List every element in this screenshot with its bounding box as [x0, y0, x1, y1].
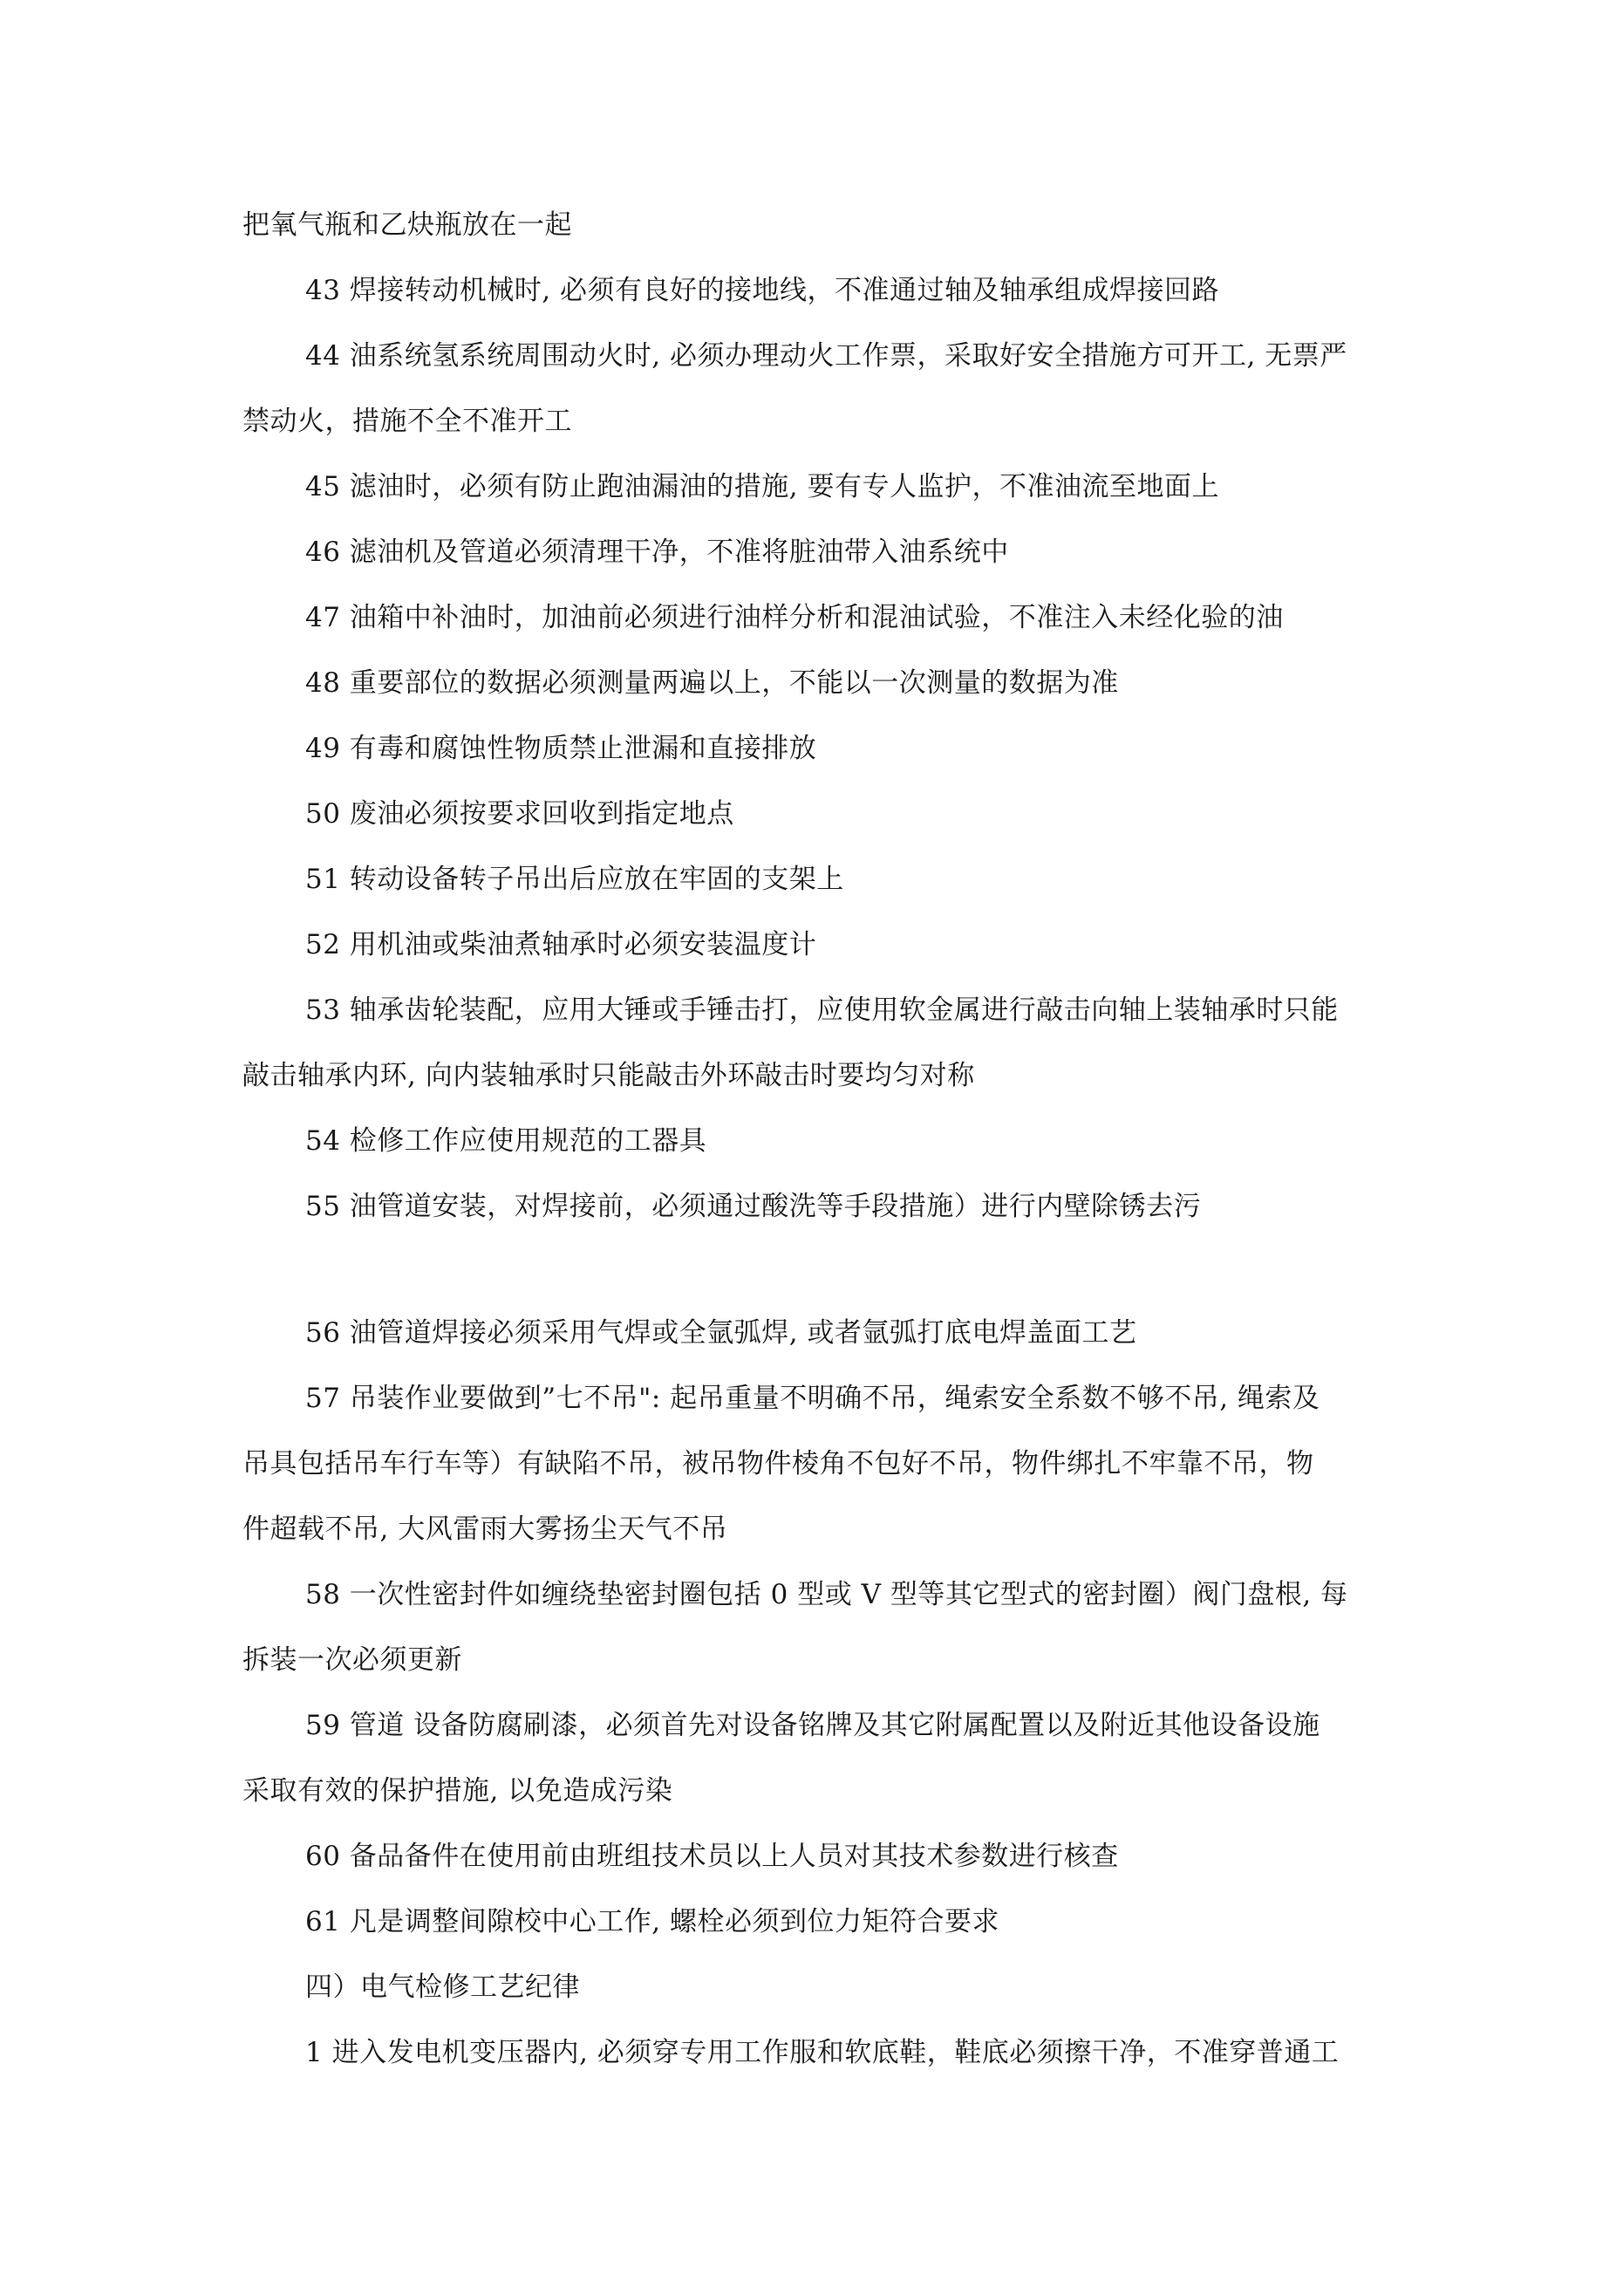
text-line: 55 油管道安装，对焊接前，必须通过酸洗等手段措施）进行内壁除锈去污 [305, 1191, 1202, 1222]
text-line: 48 重要部位的数据必须测量两遍以上，不能以一次测量的数据为准 [305, 667, 1119, 699]
text-line: 采取有效的保护措施, 以免造成污染 [242, 1775, 673, 1807]
text-line: 件超载不吊, 大风雷雨大雾扬尘天气不吊 [242, 1514, 728, 1545]
text-line: 54 检修工作应使用规范的工器具 [305, 1125, 707, 1157]
text-line: 58 一次性密封件如缠绕垫密封圈包括 0 型或 V 型等其它型式的密封圈）阀门盘根, 每 [305, 1579, 1348, 1610]
text-line: 拆装一次必须更新 [242, 1644, 462, 1676]
text-line: 47 油箱中补油时，加油前必须进行油样分析和混油试验，不准注入未经化验的油 [305, 602, 1284, 633]
text-line: 49 有毒和腐蚀性物质禁止泄漏和直接排放 [305, 733, 817, 764]
text-line: 44 油系统氢系统周围动火时, 必须办理动火工作票，采取好安全措施方可开工, 无票严 [305, 340, 1347, 372]
text-line: 52 用机油或柴油煮轴承时必须安装温度计 [305, 929, 817, 960]
text-line: 57 吊装作业要做到”七不吊": 起吊重量不明确不吊，绳索安全系数不够不吊, 绳索及 [305, 1383, 1320, 1414]
text-line: 53 轴承齿轮装配，应用大锤或手锤击打，应使用软金属进行敲击向轴上装轴承时只能 [305, 994, 1339, 1026]
text-line: 敲击轴承内环, 向内装轴承时只能敲击外环敲击时要均匀对称 [242, 1060, 975, 1091]
text-line: 61 凡是调整间隙校中心工作, 螺栓必须到位力矩符合要求 [305, 1906, 1000, 1937]
text-line: 46 滤油机及管道必须清理干净，不准将脏油带入油系统中 [305, 536, 1009, 568]
text-line: 45 滤油时，必须有防止跑油漏油的措施, 要有专人监护，不准油流至地面上 [305, 471, 1220, 502]
section-heading: 四）电气检修工艺纪律 [305, 1971, 580, 2003]
text-line: 59 管道 设备防腐刷漆，必须首先对设备铭牌及其它附属配置以及附近其他设备设施 [305, 1710, 1320, 1741]
text-line: 43 焊接转动机械时, 必须有良好的接地线，不准通过轴及轴承组成焊接回路 [305, 275, 1220, 306]
text-line: 60 备品备件在使用前由班组技术员以上人员对其技术参数进行核查 [305, 1841, 1119, 1872]
text-line: 50 废油必须按要求回收到指定地点 [305, 798, 734, 830]
text-line: 吊具包括吊车行车等）有缺陷不吊，被吊物件棱角不包好不吊，物件绑扎不牢靠不吊，物 [242, 1448, 1314, 1479]
text-line: 56 油管道焊接必须采用气焊或全氩弧焊, 或者氩弧打底电焊盖面工艺 [305, 1317, 1137, 1349]
text-line: 把氧气瓶和乙炔瓶放在一起 [242, 209, 572, 241]
text-line: 51 转动设备转子吊出后应放在牢固的支架上 [305, 864, 844, 895]
text-line: 禁动火，措施不全不准开工 [242, 406, 572, 437]
text-line: 1 进入发电机变压器内, 必须穿专用工作服和软底鞋，鞋底必须擦干净，不准穿普通工 [305, 2037, 1340, 2068]
